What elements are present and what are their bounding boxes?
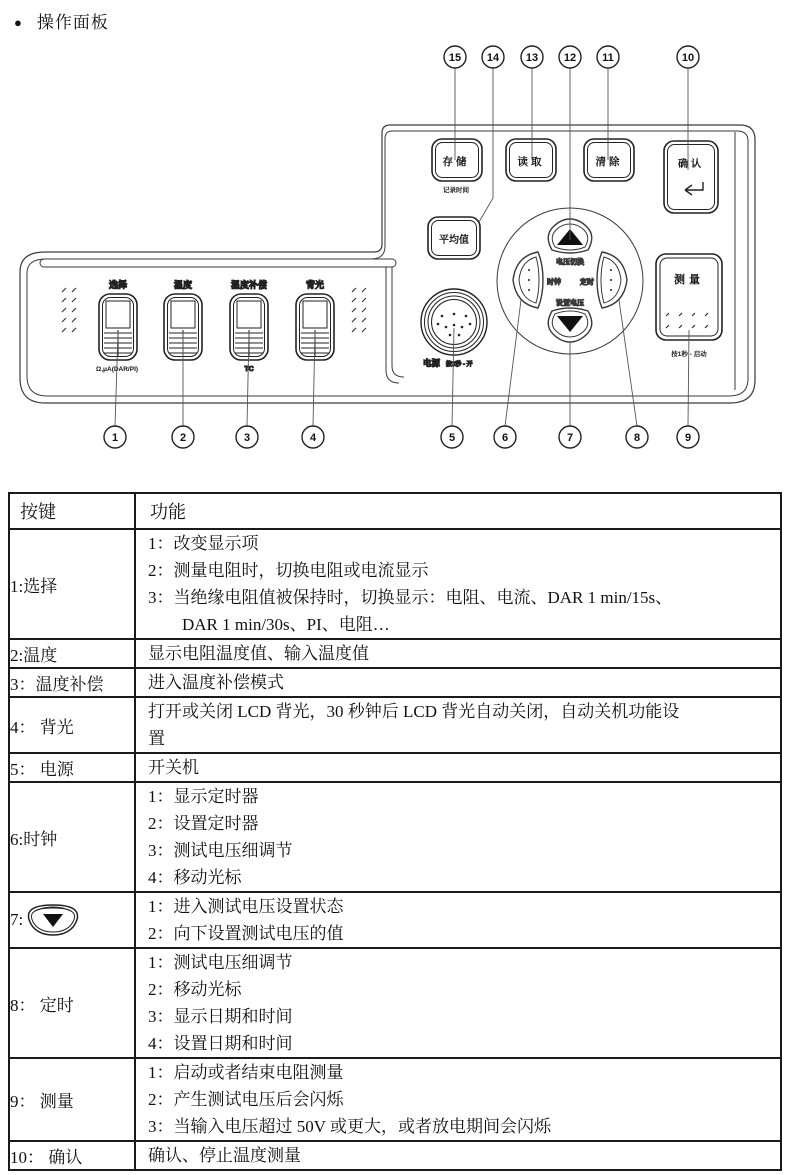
page-title-text: 操作面板 [36,13,109,32]
callout-10 [677,46,699,68]
fn-line: 3：测试电压细调节 [148,841,293,860]
set-voltage-label: 设置电压 [556,300,584,307]
svg-text:5: 5 [448,432,456,444]
store-button-label: 存储 [442,156,470,168]
slider-select-sublabel: Ω,μA(DAR/PI) [96,366,139,373]
fn-line: 打开或关闭 LCD 背光，30 秒钟后 LCD 背光自动关闭，自动关机功能设 [148,702,680,721]
callout-1 [104,426,126,448]
fn-line: 显示电阻温度值、输入温度值 [148,644,369,663]
power-label: 电源 [423,358,441,368]
key-timer: 8： 定时 [9,948,135,1058]
table-row [9,529,781,639]
callout-5 [441,426,463,448]
store-button [432,139,482,194]
callout-11 [597,46,619,68]
callout-7 [559,426,581,448]
power-sublabel: 按2秒 - 开 [446,362,473,368]
svg-text:7: 7 [566,432,574,444]
fn-line: 1：改变显示项 [148,534,259,553]
table-row [9,697,781,753]
table-row [9,639,781,668]
slider-temp-comp [230,279,268,373]
vent-dots-left [62,288,76,332]
svg-text:9: 9 [684,432,692,444]
svg-text:11: 11 [602,52,614,64]
fn-line: 2：设置定时器 [148,814,259,833]
callout-lines [115,68,689,426]
fn-line: 3：当绝缘电阻值被保持时，切换显示：电阻、电流、DAR 1 min/15s、 [148,588,673,607]
slider-backlight-label: 背光 [305,280,325,290]
callout-12 [559,46,581,68]
measure-button-label: 测量 [674,274,704,286]
fn-line: 3：当输入电压超过 50V 或更大，或者放电期间会闪烁 [148,1117,551,1136]
fn-line: 1：显示定时器 [148,787,259,806]
clock-label: 时钟 [547,279,561,286]
callout-2 [172,426,194,448]
key-down-arrow-number: 7: [10,910,24,929]
header-key: 按键 [9,493,135,529]
fn-line: 4：移动光标 [148,868,242,887]
fn-line: 2：移动光标 [148,980,242,999]
table-header-row [9,493,781,529]
fn-line: 2：向下设置测试电压的值 [148,924,344,943]
fn-line: 1：启动或者结束电阻测量 [148,1063,344,1082]
clock-button [513,252,543,308]
svg-text:12: 12 [563,52,577,64]
svg-text:15: 15 [448,52,462,64]
table-row [9,1141,781,1170]
average-button [428,217,480,259]
svg-text:2: 2 [179,432,187,444]
svg-text:6: 6 [501,432,509,444]
voltage-switch-label: 电压切换 [556,259,584,266]
read-button [506,139,556,181]
callout-8 [626,426,648,448]
slider-temperature-label: 温度 [173,280,193,290]
panel-outline [20,125,755,403]
table-row [9,753,781,782]
table-row [9,1058,781,1141]
key-temperature: 2:温度 [9,639,135,668]
svg-text:10: 10 [681,52,695,64]
fn-line: 进入温度补偿模式 [148,673,284,692]
fn-line: DAR 1 min/30s、PI、电阻… [182,615,390,634]
clear-button [584,139,634,181]
slider-temp-comp-sublabel: TC [244,366,254,373]
key-select: 1:选择 [9,529,135,639]
clear-button-label: 清除 [595,156,623,168]
read-button-label: 读取 [517,156,545,168]
key-down-arrow [9,892,135,948]
svg-text:4: 4 [309,432,317,444]
fn-line: 确认、停止温度测量 [148,1146,301,1165]
svg-text:13: 13 [525,52,539,64]
down-arrow-button [548,308,592,342]
slider-select-label: 选择 [108,280,128,290]
fn-line: 4：设置日期和时间 [148,1034,293,1053]
key-temp-comp: 3：温度补偿 [9,668,135,697]
table-row [9,892,781,948]
vent-dots-right [352,288,366,332]
key-measure: 9： 测量 [9,1058,135,1141]
control-panel-diagram [0,0,790,470]
fn-line: 置 [148,729,165,748]
average-button-label: 平均值 [439,235,469,246]
store-sublabel: 记录时间 [443,187,469,194]
confirm-button-label: 确认 [678,159,704,170]
fn-line: 2：测量电阻时，切换电阻或电流显示 [148,561,429,580]
callout-4 [302,426,324,448]
svg-text:8: 8 [633,432,641,444]
table-row [9,948,781,1058]
fn-line: 开关机 [148,758,199,777]
fn-line: 1：测试电压细调节 [148,953,293,972]
fn-line: 2：产生测试电压后会闪烁 [148,1090,344,1109]
callout-14 [482,46,504,68]
key-clock: 6:时钟 [9,782,135,892]
key-confirm: 10： 确认 [9,1141,135,1170]
down-arrow-button-icon [25,902,81,938]
key-power: 5： 电源 [9,753,135,782]
table-row [9,668,781,697]
bullet-icon: ● [14,15,23,30]
fn-line: 3：显示日期和时间 [148,1007,293,1026]
svg-text:14: 14 [486,52,500,64]
function-table [8,492,782,1171]
callout-6 [494,426,516,448]
callout-13 [521,46,543,68]
measure-sublabel: 按1秒 - 启动 [671,351,707,358]
callout-3 [236,426,258,448]
callout-15 [444,46,466,68]
slider-temp-comp-label: 温度补偿 [230,280,268,290]
key-backlight: 4： 背光 [9,697,135,753]
callout-9 [677,426,699,448]
header-function: 功能 [135,493,781,529]
fn-line: 1：进入测试电压设置状态 [148,897,344,916]
svg-text:3: 3 [243,432,251,444]
timer-label: 定时 [580,279,594,286]
timer-button [597,252,627,308]
table-row [9,782,781,892]
confirm-button [664,141,718,213]
svg-text:1: 1 [111,432,119,444]
